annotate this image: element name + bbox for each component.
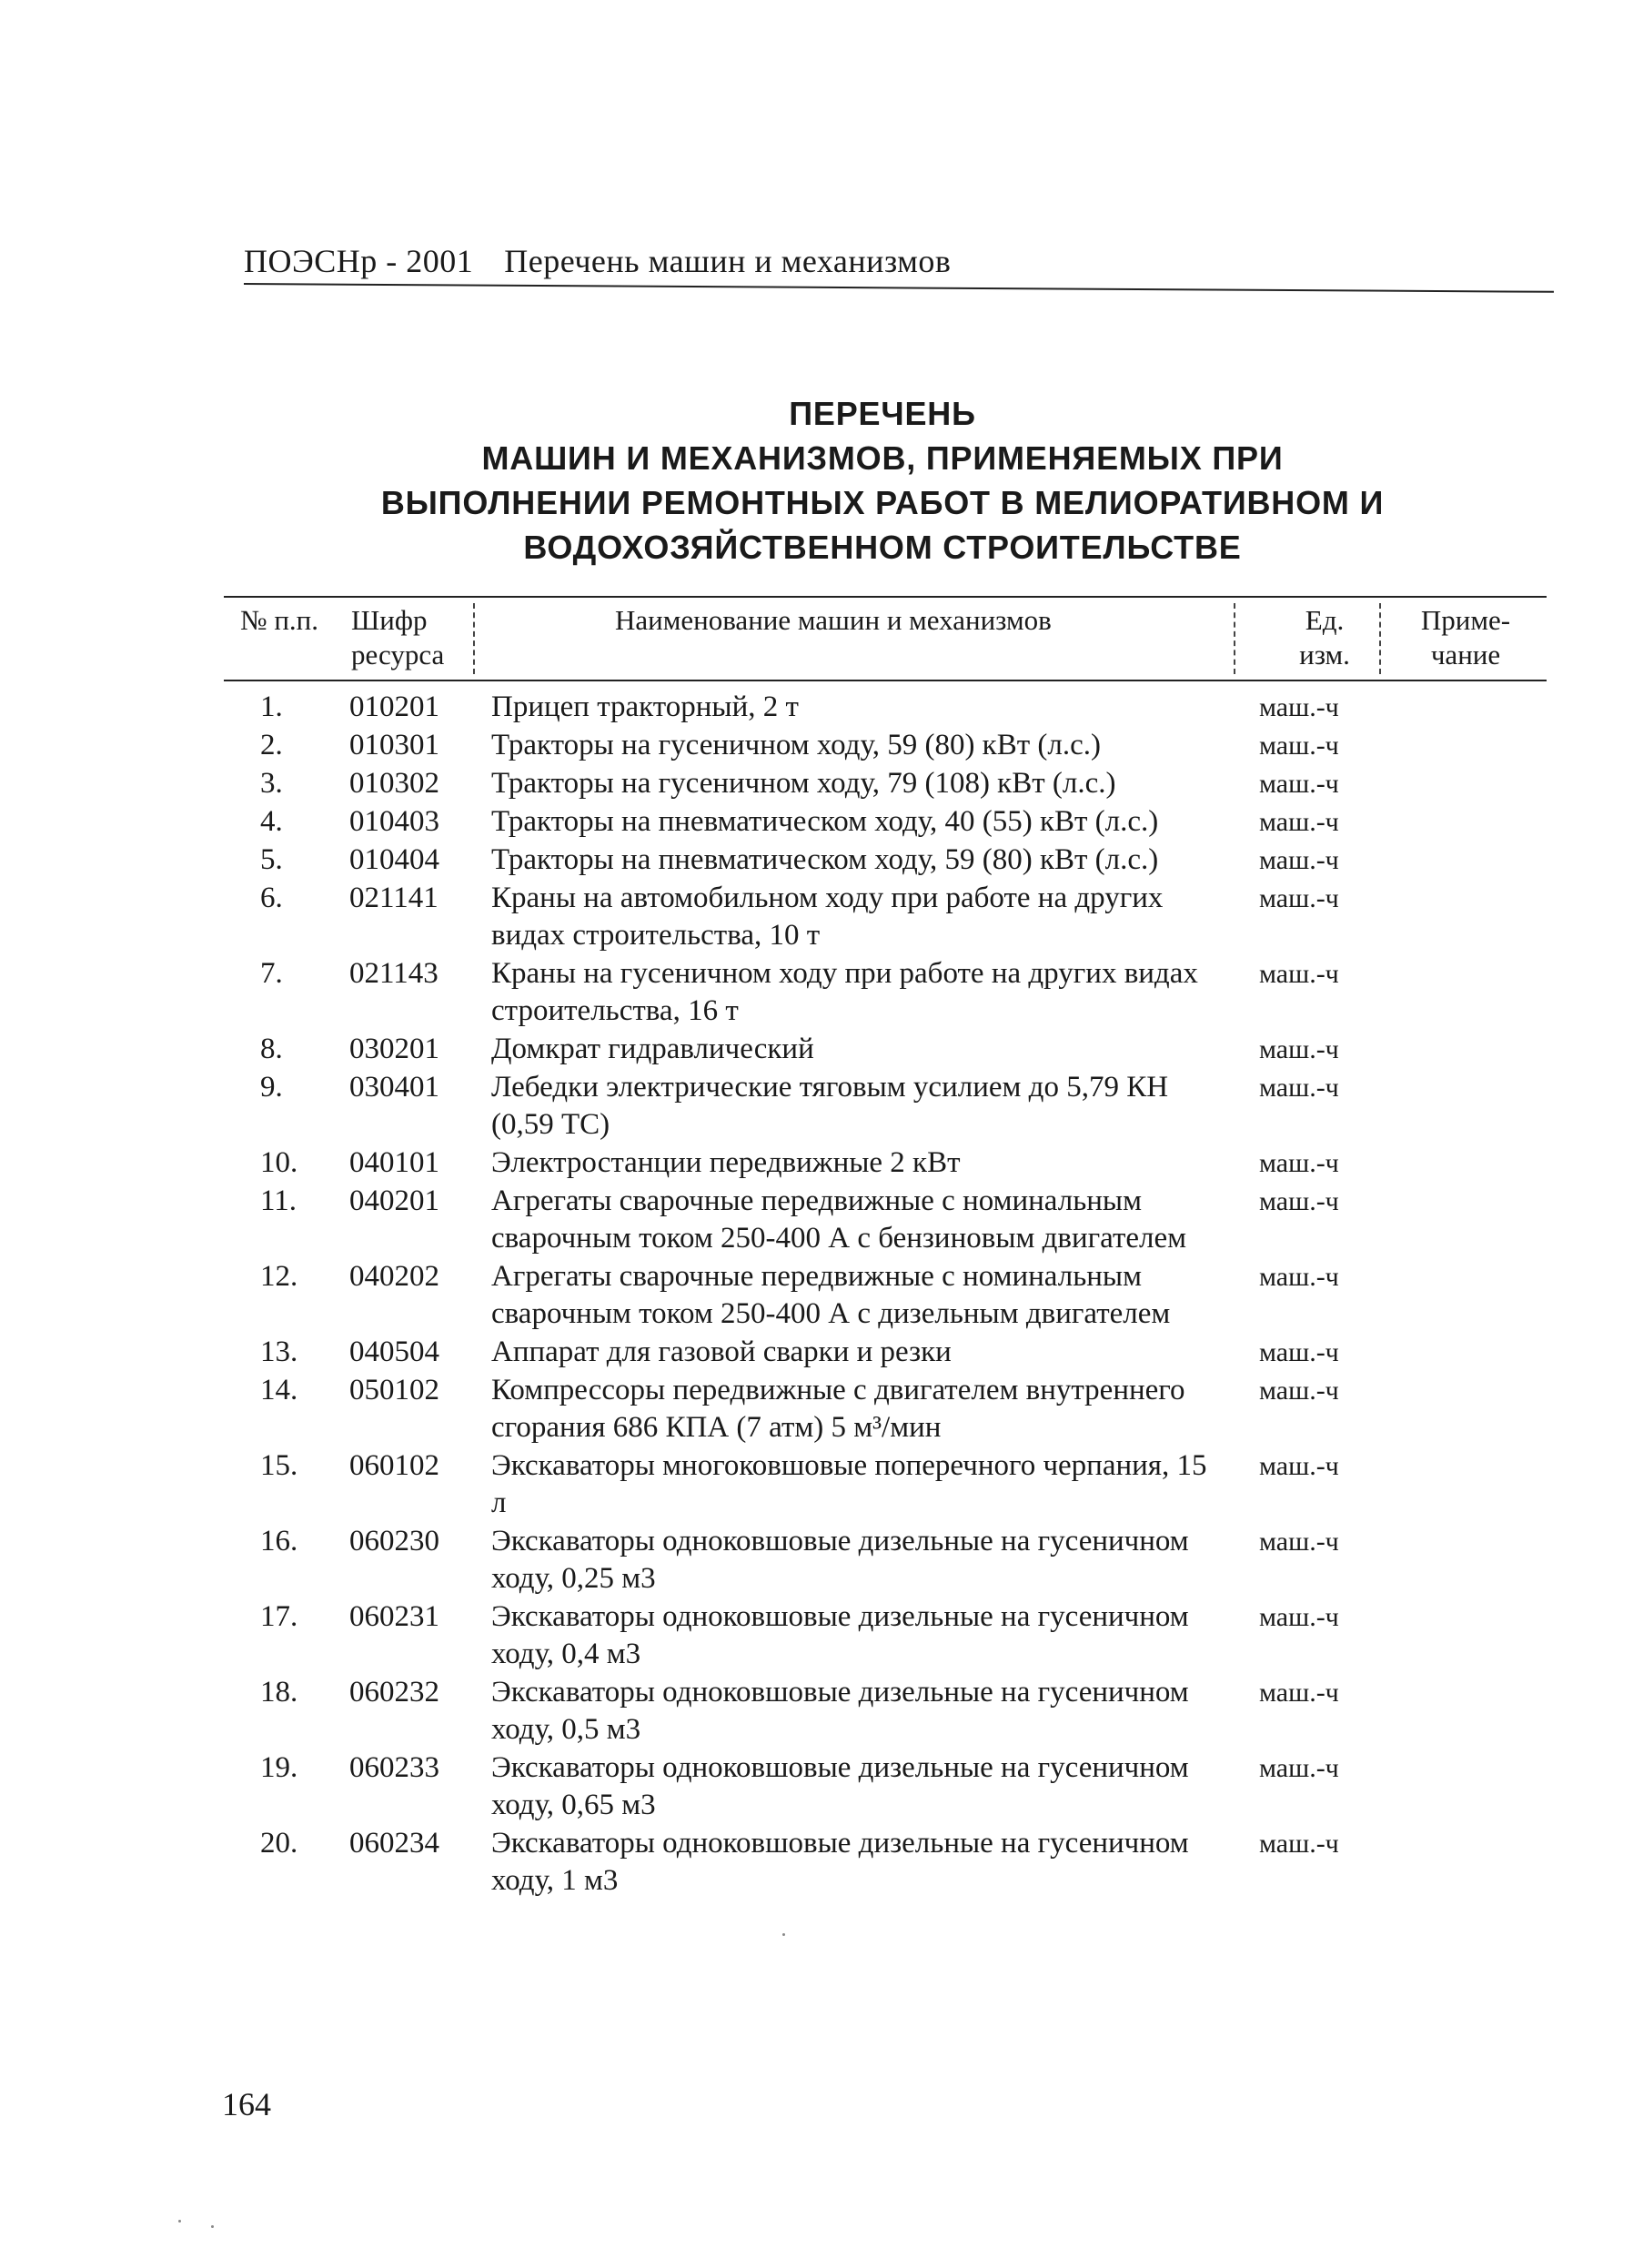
table-row <box>224 1144 1547 1182</box>
col-num-header: № п.п. <box>240 604 319 636</box>
machine-name: Тракторы на пневматическом ходу, 40 (55) кВт (л.с.) <box>491 805 1159 838</box>
col-note-header <box>1397 603 1534 672</box>
resource-code: 040202 <box>349 1260 439 1293</box>
resource-code: 010404 <box>349 843 439 876</box>
unit-of-measure: маш.-ч <box>1259 692 1339 722</box>
table-row <box>224 1749 1547 1824</box>
resource-code: 030401 <box>349 1071 439 1104</box>
table-row <box>224 1258 1547 1333</box>
unit-of-measure: маш.-ч <box>1259 1829 1339 1859</box>
resource-code: 060230 <box>349 1525 439 1557</box>
table-row <box>224 1183 1547 1257</box>
unit-of-measure: маш.-ч <box>1259 1527 1339 1557</box>
unit-of-measure: маш.-ч <box>1259 1678 1339 1708</box>
row-number: 5. <box>260 843 283 876</box>
col-code-header-l1: Шифр <box>351 604 428 636</box>
scan-speck <box>178 2220 181 2223</box>
table-row <box>224 955 1547 1030</box>
table-row <box>224 803 1547 841</box>
machine-name: Экскаваторы одноковшовые дизельные на гусеничном ходу, 0,25 м3 <box>491 1525 1189 1595</box>
table-row <box>224 1598 1547 1673</box>
unit-of-measure: маш.-ч <box>1259 1337 1339 1367</box>
document-title <box>273 391 1492 570</box>
row-number: 17. <box>260 1600 298 1633</box>
title-line-2: МАШИН И МЕХАНИЗМОВ, ПРИМЕНЯЕМЫХ ПРИ <box>481 439 1284 477</box>
machine-name: Агрегаты сварочные передвижные с номинальным сварочным током 250-400 А с бензиновым двигателем <box>491 1184 1187 1255</box>
row-number: 19. <box>260 1751 298 1784</box>
table-body <box>224 689 1547 1900</box>
row-number: 12. <box>260 1260 298 1293</box>
resource-code: 060232 <box>349 1676 439 1709</box>
resource-code: 010201 <box>349 690 439 723</box>
resource-code: 040504 <box>349 1336 439 1368</box>
col-unit-header-l1: Ед. <box>1305 604 1345 636</box>
unit-of-measure: маш.-ч <box>1259 1451 1339 1481</box>
table-row <box>224 1334 1547 1371</box>
col-code-header-l2: ресурса <box>351 639 445 670</box>
section-title: Перечень машин и механизмов <box>504 243 952 279</box>
resource-code: 010301 <box>349 729 439 761</box>
table-row <box>224 689 1547 726</box>
row-number: 8. <box>260 1033 283 1065</box>
resource-code: 060102 <box>349 1449 439 1482</box>
unit-of-measure: маш.-ч <box>1259 959 1339 989</box>
row-number: 7. <box>260 957 283 990</box>
page-number: 164 <box>222 2086 271 2122</box>
resource-code: 040101 <box>349 1146 439 1179</box>
resource-code: 030201 <box>349 1033 439 1065</box>
col-name-header: Наименование машин и механизмов <box>615 604 1052 636</box>
running-head-text <box>244 242 951 280</box>
machine-name: Лебедки электрические тяговым усилием до 5,79 КН (0,59 ТС) <box>491 1071 1169 1141</box>
row-number: 13. <box>260 1336 298 1368</box>
title-line-3: ВЫПОЛНЕНИИ РЕМОНТНЫХ РАБОТ В МЕЛИОРАТИВНОМ И <box>380 484 1385 521</box>
unit-of-measure: маш.-ч <box>1259 1376 1339 1406</box>
row-number: 9. <box>260 1071 283 1104</box>
row-number: 14. <box>260 1374 298 1406</box>
machine-name: Компрессоры передвижные с двигателем внутреннего сгорания 686 КПА (7 атм) 5 м³/мин <box>491 1374 1185 1444</box>
unit-of-measure: маш.-ч <box>1259 1753 1339 1783</box>
unit-of-measure: маш.-ч <box>1259 1602 1339 1632</box>
resource-code: 021141 <box>349 882 438 914</box>
unit-of-measure: маш.-ч <box>1259 731 1339 761</box>
col-unit-header <box>1270 603 1379 672</box>
machine-name: Экскаваторы одноковшовые дизельные на гусеничном ходу, 0,5 м3 <box>491 1676 1189 1746</box>
row-number: 2. <box>260 729 283 761</box>
unit-of-measure: маш.-ч <box>1259 1186 1339 1216</box>
row-number: 18. <box>260 1676 298 1709</box>
machine-name: Тракторы на гусеничном ходу, 59 (80) кВт (л.с.) <box>491 729 1101 761</box>
row-number: 11. <box>260 1184 297 1217</box>
row-number: 3. <box>260 767 283 800</box>
resource-code: 050102 <box>349 1374 439 1406</box>
scan-speck <box>782 1933 785 1936</box>
machine-name: Электростанции передвижные 2 кВт <box>491 1146 961 1179</box>
table-row <box>224 880 1547 954</box>
column-divider <box>1234 603 1235 674</box>
machines-table <box>224 596 1547 1900</box>
row-number: 20. <box>260 1827 298 1860</box>
machine-name: Краны на автомобильном ходу при работе на других видах строительства, 10 т <box>491 882 1164 952</box>
scan-speck <box>211 2225 214 2228</box>
machine-name: Прицеп тракторный, 2 т <box>491 690 799 723</box>
machine-name: Аппарат для газовой сварки и резки <box>491 1336 952 1368</box>
title-line-1: ПЕРЕЧЕНЬ <box>789 395 976 432</box>
machine-name: Краны на гусеничном ходу при работе на других видах строительства, 16 т <box>491 957 1198 1027</box>
header-rule <box>244 283 1554 293</box>
running-head <box>244 242 1554 287</box>
doc-code: ПОЭСНр - 2001 <box>244 243 474 279</box>
table-row <box>224 1447 1547 1522</box>
table-row <box>224 765 1547 802</box>
table-row <box>224 842 1547 879</box>
machine-name: Экскаваторы одноковшовые дизельные на гусеничном ходу, 0,4 м3 <box>491 1600 1189 1670</box>
row-number: 15. <box>260 1449 298 1482</box>
unit-of-measure: маш.-ч <box>1259 1148 1339 1178</box>
resource-code: 040201 <box>349 1184 439 1217</box>
col-unit-header-l2: изм. <box>1299 639 1350 670</box>
row-number: 4. <box>260 805 283 838</box>
machine-name: Экскаваторы одноковшовые дизельные на гусеничном ходу, 1 м3 <box>491 1827 1189 1897</box>
title-line-4: ВОДОХОЗЯЙСТВЕННОМ СТРОИТЕЛЬСТВЕ <box>523 529 1242 566</box>
col-note-header-l2: чание <box>1430 639 1501 670</box>
resource-code: 060233 <box>349 1751 439 1784</box>
table-row <box>224 1523 1547 1598</box>
table-row <box>224 1069 1547 1144</box>
resource-code: 060231 <box>349 1600 439 1633</box>
row-number: 10. <box>260 1146 298 1179</box>
unit-of-measure: маш.-ч <box>1259 807 1339 837</box>
resource-code: 010302 <box>349 767 439 800</box>
table-row <box>224 1674 1547 1749</box>
table-row <box>224 727 1547 764</box>
unit-of-measure: маш.-ч <box>1259 1034 1339 1064</box>
column-divider <box>473 603 475 674</box>
resource-code: 010403 <box>349 805 439 838</box>
table-header <box>224 596 1547 681</box>
row-number: 1. <box>260 690 283 723</box>
machine-name: Тракторы на гусеничном ходу, 79 (108) кВт (л.с.) <box>491 767 1116 800</box>
row-number: 16. <box>260 1525 298 1557</box>
machine-name: Домкрат гидравлический <box>491 1033 814 1065</box>
table-row <box>224 1031 1547 1068</box>
resource-code: 021143 <box>349 957 438 990</box>
unit-of-measure: маш.-ч <box>1259 1073 1339 1103</box>
col-code-header <box>351 603 460 672</box>
unit-of-measure: маш.-ч <box>1259 883 1339 913</box>
unit-of-measure: маш.-ч <box>1259 769 1339 799</box>
col-note-header-l1: Приме- <box>1420 604 1511 636</box>
unit-of-measure: маш.-ч <box>1259 845 1339 875</box>
row-number: 6. <box>260 882 283 914</box>
resource-code: 060234 <box>349 1827 439 1860</box>
machine-name: Экскаваторы многоковшовые поперечного черпания, 15 л <box>491 1449 1207 1519</box>
column-divider <box>1379 603 1381 674</box>
machine-name: Тракторы на пневматическом ходу, 59 (80) кВт (л.с.) <box>491 843 1159 876</box>
unit-of-measure: маш.-ч <box>1259 1262 1339 1292</box>
table-row <box>224 1825 1547 1900</box>
machine-name: Экскаваторы одноковшовые дизельные на гусеничном ходу, 0,65 м3 <box>491 1751 1189 1821</box>
machine-name: Агрегаты сварочные передвижные с номинальным сварочным током 250-400 А с дизельным двигателем <box>491 1260 1171 1330</box>
table-row <box>224 1372 1547 1446</box>
